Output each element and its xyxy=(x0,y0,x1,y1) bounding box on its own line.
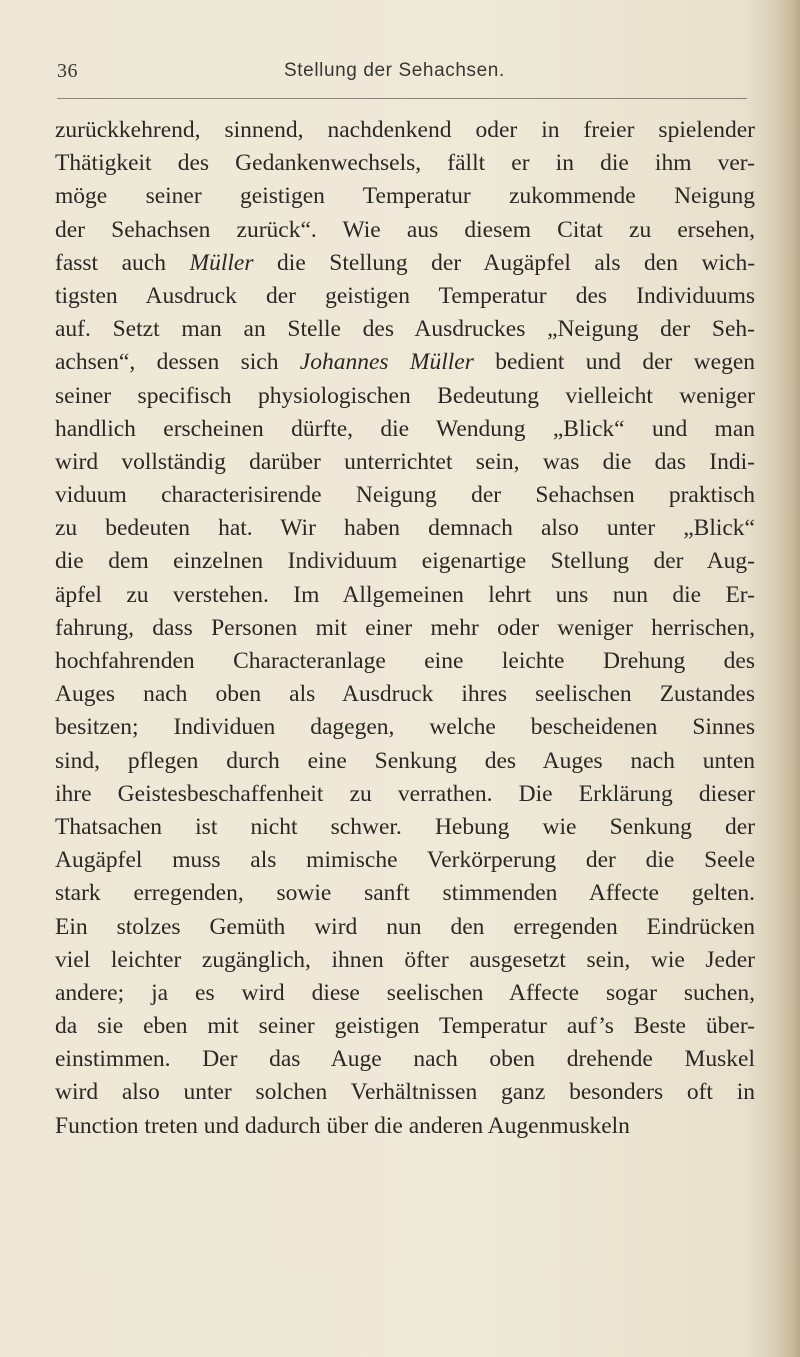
text-segment: Thatsachen ist nicht schwer. Hebung wie Senkung der xyxy=(55,813,755,840)
header-rule xyxy=(57,98,747,99)
text-segment: bedient und der wegen xyxy=(473,349,755,376)
text-segment: fahrung, dass Personen mit einer mehr oder weniger herrischen, xyxy=(55,614,755,641)
text-segment: zurückkehrend, sinnend, nachdenkend oder in freier spielender xyxy=(55,117,755,143)
text-line xyxy=(55,678,755,711)
text-segment: wird vollständig darüber unterrichtet sein, was die das Indi- xyxy=(55,448,755,475)
text-line xyxy=(55,612,755,645)
text-line xyxy=(55,1110,755,1143)
text-line xyxy=(55,214,755,247)
author-name: Müller xyxy=(189,249,254,276)
text-line xyxy=(55,711,755,744)
text-segment: viduum characterisirende Neigung der Sehachsen praktisch xyxy=(55,482,755,509)
text-segment: Ein stolzes Gemüth wird nun den erregenden Eindrücken xyxy=(55,913,755,940)
text-line xyxy=(55,1010,755,1043)
text-line xyxy=(55,147,755,180)
text-segment: einstimmen. Der das Auge nach oben drehende Muskel xyxy=(55,1046,755,1073)
text-segment: andere; ja es wird diese seelischen Affecte sogar suchen, xyxy=(55,979,755,1006)
text-segment: hochfahrenden Characteranlage eine leichte Drehung des xyxy=(55,648,755,674)
text-line xyxy=(55,844,755,877)
text-segment: tigsten Ausdruck der geistigen Temperatur des Individuums xyxy=(55,282,755,309)
text-line xyxy=(55,579,755,612)
text-segment: äpfel zu verstehen. Im Allgemeinen lehrt uns nun die Er- xyxy=(55,581,755,608)
text-segment: wird also unter solchen Verhältnissen ganz besonders oft in xyxy=(55,1079,755,1106)
page-header xyxy=(57,56,757,90)
text-line xyxy=(55,247,755,280)
text-line xyxy=(55,413,755,446)
text-segment: möge seiner geistigen Temperatur zukommende Neigung xyxy=(55,183,755,210)
text-segment: handlich erscheinen dürfte, die Wendung „Blick“ und man xyxy=(55,415,755,442)
text-segment: viel leichter zugänglich, ihnen öfter ausgesetzt sein, wie Jeder xyxy=(55,946,755,973)
text-line xyxy=(55,479,755,512)
text-segment: Auges nach oben als Ausdruck ihres seelischen Zustandes xyxy=(55,681,755,708)
body-text xyxy=(55,114,755,1143)
text-segment: die Stellung der Augäpfel als den wich- xyxy=(253,249,755,276)
text-segment: zu bedeuten hat. Wir haben demnach also unter „Blick“ xyxy=(55,515,755,542)
text-line xyxy=(55,313,755,346)
text-line xyxy=(55,977,755,1010)
text-segment: Thätigkeit des Gedankenwechsels, fällt er in die ihm ver- xyxy=(55,150,755,177)
text-segment: Augäpfel muss als mimische Verkörperung der die Seele xyxy=(55,847,755,874)
text-line xyxy=(55,545,755,578)
text-segment: der Sehachsen zurück“. Wie aus diesem Citat zu ersehen, xyxy=(55,216,755,243)
text-line xyxy=(55,745,755,778)
text-segment: stark erregenden, sowie sanft stimmenden Affecte gelten. xyxy=(55,880,755,907)
text-segment: achsen“, dessen sich xyxy=(55,349,300,376)
text-line xyxy=(55,380,755,413)
text-segment: die dem einzelnen Individuum eigenartige Stellung der Aug- xyxy=(55,548,755,575)
text-line xyxy=(55,877,755,910)
text-line xyxy=(55,280,755,313)
text-segment: ihre Geistesbeschaffenheit zu verrathen. Die Erklärung dieser xyxy=(55,780,755,807)
text-segment: sind, pflegen durch eine Senkung des Auges nach unten xyxy=(55,747,755,774)
text-line xyxy=(55,944,755,977)
text-segment: seiner specifisch physiologischen Bedeutung vielleicht weniger xyxy=(55,382,755,409)
text-segment: besitzen; Individuen dagegen, welche bescheidenen Sinnes xyxy=(55,714,755,741)
text-line xyxy=(55,645,755,678)
text-line xyxy=(55,512,755,545)
text-line xyxy=(55,1076,755,1109)
text-line xyxy=(55,346,755,379)
text-line xyxy=(55,811,755,844)
text-segment: da sie eben mit seiner geistigen Temperatur auf’s Beste über- xyxy=(55,1013,755,1040)
text-line xyxy=(55,778,755,811)
text-line xyxy=(55,114,755,147)
page-number: 36 xyxy=(57,60,78,82)
text-line xyxy=(55,1043,755,1076)
text-segment: Function treten und dadurch über die anderen Augenmuskeln xyxy=(55,1112,630,1139)
running-head: Stellung der Sehachsen. xyxy=(284,60,505,81)
text-line xyxy=(55,911,755,944)
text-line xyxy=(55,180,755,213)
text-segment: fasst auch xyxy=(55,249,190,276)
text-segment: auf. Setzt man an Stelle des Ausdruckes „Neigung der Seh- xyxy=(55,316,755,343)
page-edge-shadow xyxy=(776,0,800,1357)
text-line xyxy=(55,446,755,479)
author-name: Johannes Müller xyxy=(299,349,474,376)
